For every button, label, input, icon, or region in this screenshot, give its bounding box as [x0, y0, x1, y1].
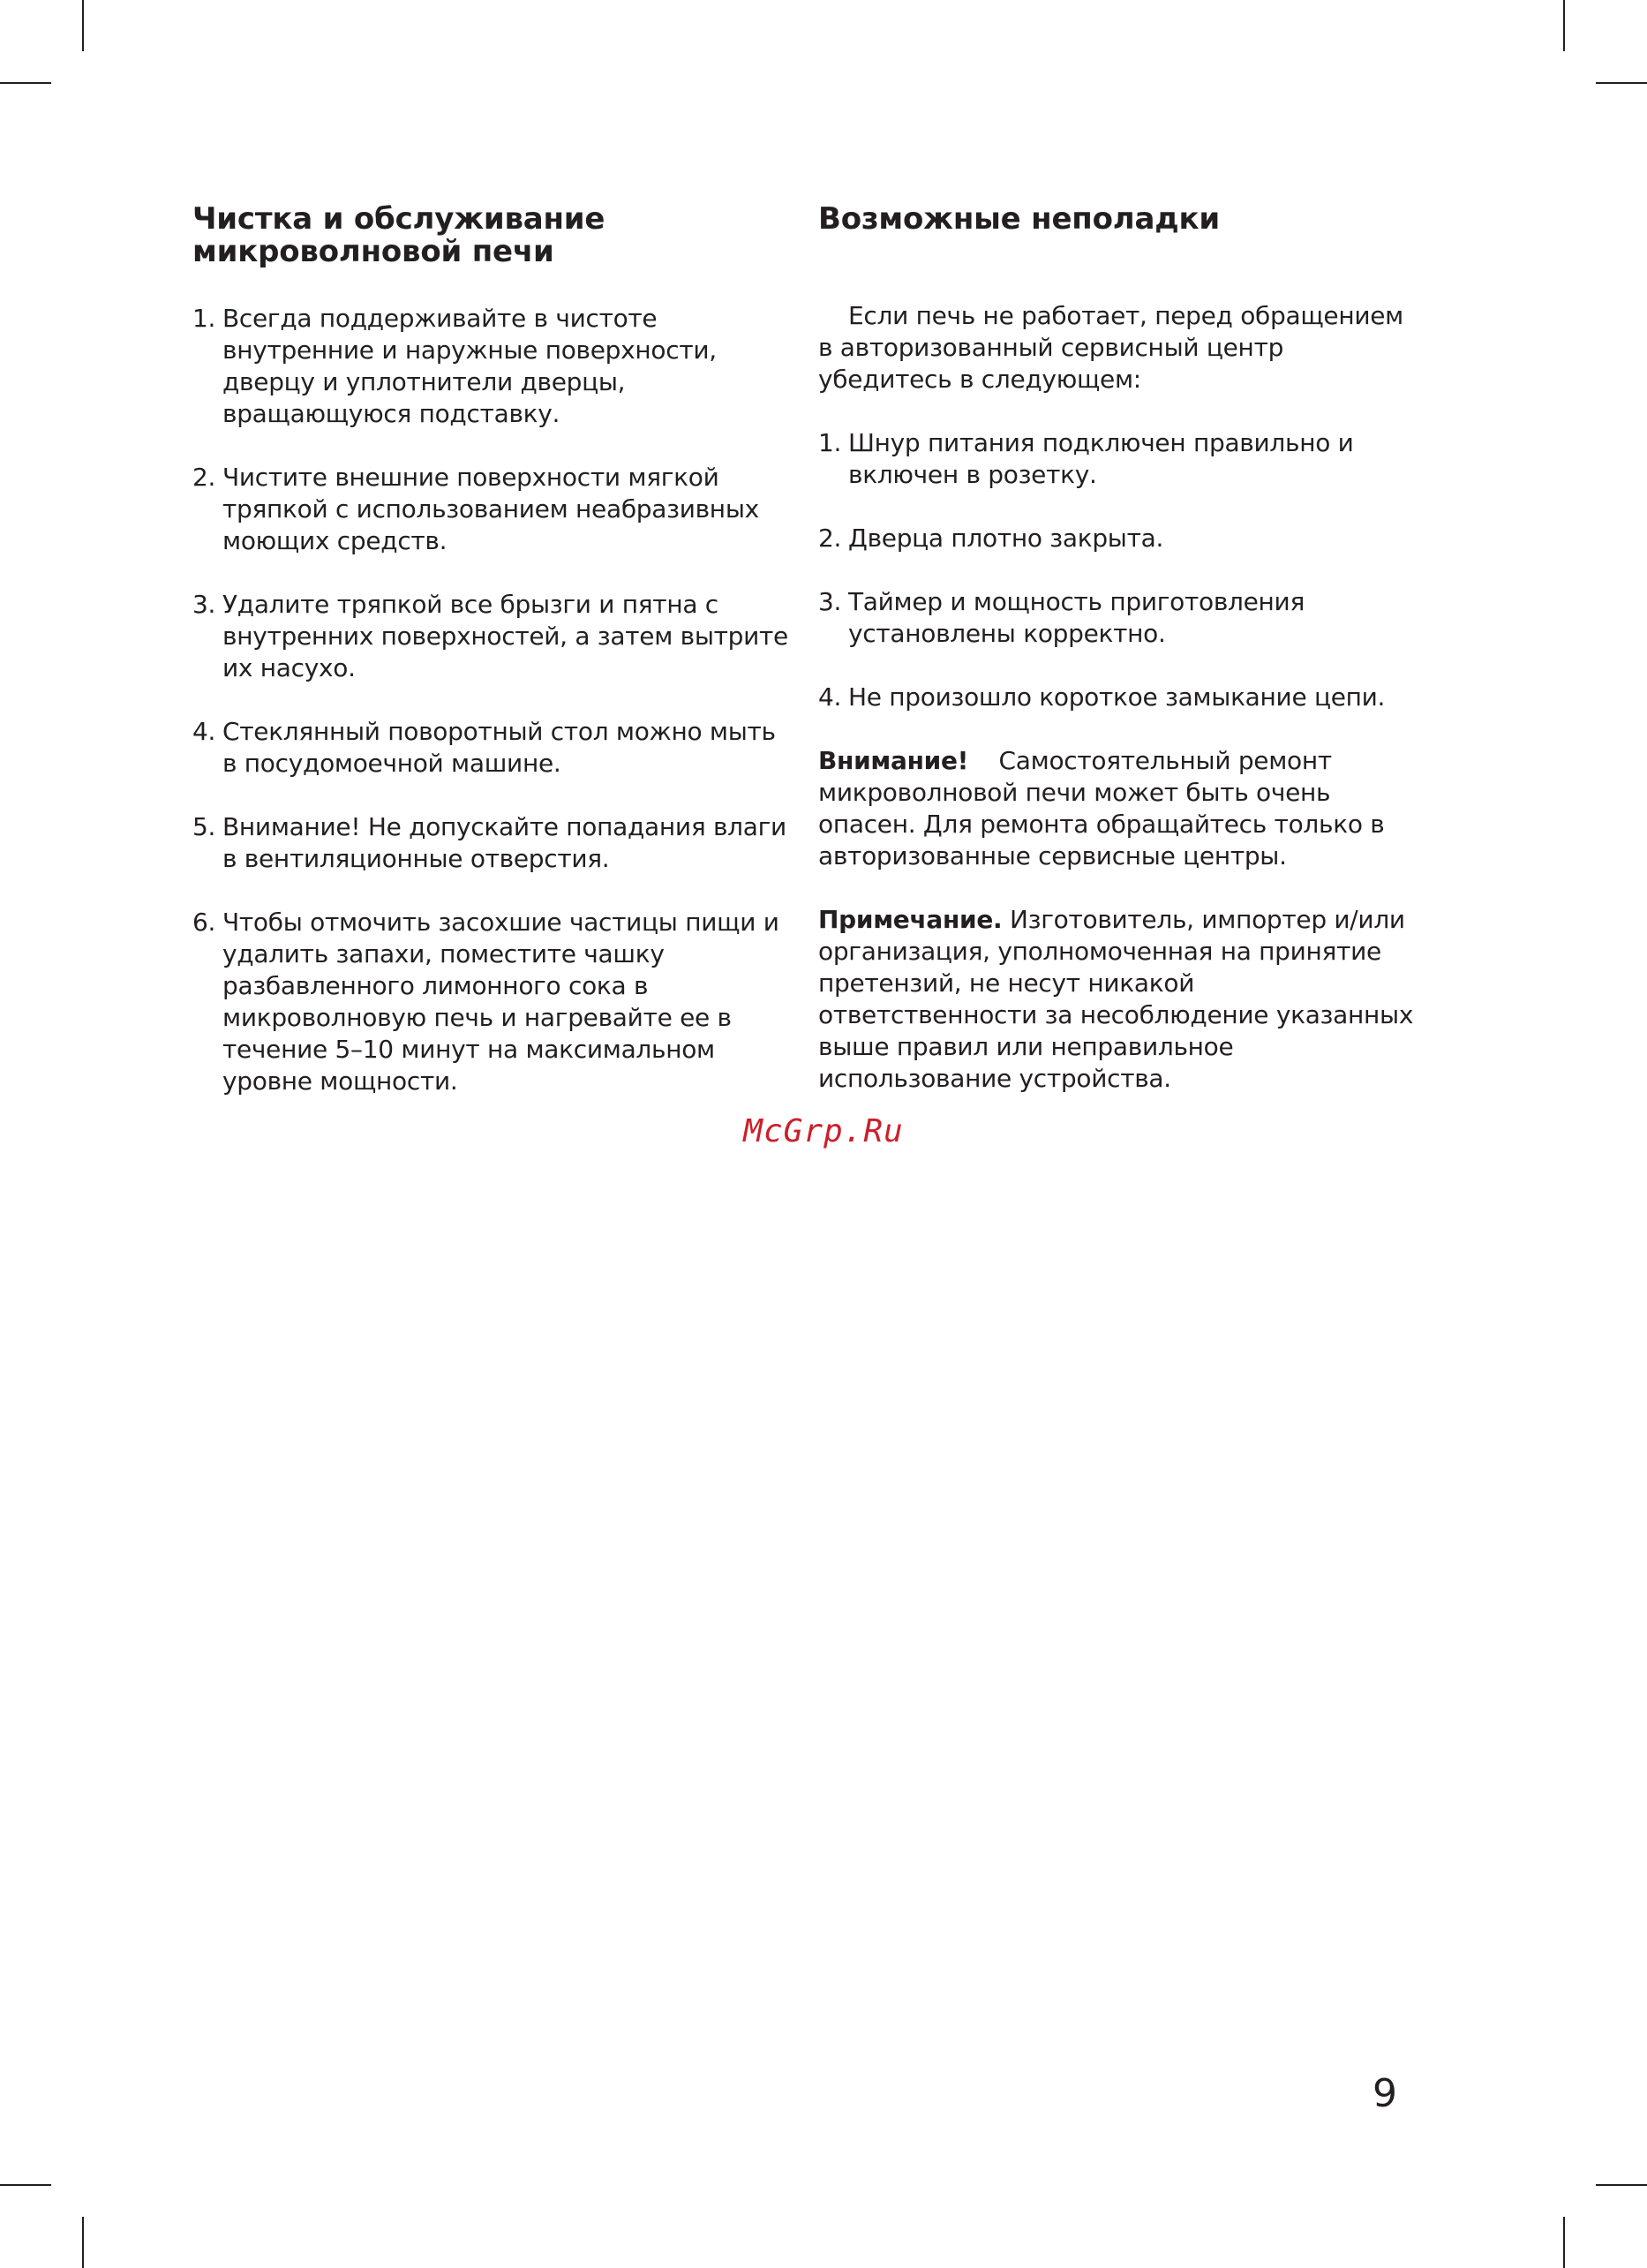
crop-mark	[82, 0, 84, 51]
step-text: Чистите внешние поверхности мягкой тряпкой с использованием неабразивных моющих средств.	[222, 463, 759, 555]
step-number: 1.	[192, 304, 216, 333]
step-text: Стеклянный поворотный стол можно мыть в посудомоечной машине.	[222, 717, 776, 778]
note-text: Изготовитель, импортер и/или организация, уполномоченная на принятие претензий, не несут никакой ответственности за несоблюдение указанных выше правил или неправильное использование устройства.	[818, 905, 1414, 1093]
list-item	[192, 811, 793, 875]
step-text: Удалите тряпкой все брызги и пятна с внутренних поверхностей, а затем вытрите их насухо.	[222, 590, 788, 682]
crop-mark	[1596, 82, 1647, 84]
cleaning-steps	[192, 303, 793, 1097]
warning-label: Внимание!	[818, 746, 969, 775]
list-item	[192, 589, 793, 684]
step-number: 6.	[192, 908, 216, 937]
step-number: 2.	[818, 524, 842, 553]
troubleshooting-section	[818, 203, 1418, 1126]
warning-text: Самостоятельный ремонт микроволновой печи может быть очень опасен. Для ремонта обращайтесь только в авторизованные сервисные центры.	[818, 746, 1385, 870]
step-number: 4.	[192, 717, 216, 746]
list-item	[818, 682, 1418, 713]
troubleshooting-steps	[818, 427, 1418, 713]
step-text: Не произошло короткое замыкание цепи.	[848, 682, 1386, 712]
list-item	[192, 907, 793, 1097]
step-number: 4.	[818, 682, 842, 712]
crop-mark	[82, 2217, 84, 2268]
list-item	[818, 523, 1418, 554]
troubleshooting-heading: Возможные неполадки	[818, 201, 1220, 237]
crop-mark	[0, 2184, 51, 2186]
step-text: Чтобы отмочить засохшие частицы пищи и удалить запахи, поместите чашку разбавленного лимонного сока в микроволновую печь и нагревайте ее в течение 5–10 минут на максимальном уровне мощности.	[222, 908, 779, 1096]
step-text: Шнур питания подключен правильно и включен в розетку.	[848, 428, 1354, 489]
step-text: Таймер и мощность приготовления установлены корректно.	[848, 587, 1305, 648]
step-text: Дверца плотно закрыта.	[848, 524, 1164, 553]
step-number: 3.	[192, 590, 216, 619]
note-label: Примечание.	[818, 905, 1003, 934]
crop-mark	[1563, 0, 1565, 51]
step-text: Всегда поддерживайте в чистоте внутренние и наружные поверхности, дверцу и уплотнители дверцы, вращающуюся подставку.	[222, 304, 717, 428]
step-text: Внимание! Не допускайте попадания влаги в вентиляционные отверстия.	[222, 812, 786, 873]
crop-mark	[1596, 2184, 1647, 2186]
note-paragraph	[818, 904, 1418, 1095]
step-number: 3.	[818, 587, 842, 616]
cleaning-heading: Чистка и обслуживание микроволновой печи	[192, 201, 605, 269]
page-number: 9	[1372, 2071, 1397, 2116]
list-item	[818, 427, 1418, 491]
warning-paragraph	[818, 745, 1418, 872]
list-item	[192, 716, 793, 780]
crop-mark	[0, 82, 51, 84]
step-number: 2.	[192, 463, 216, 492]
troubleshooting-intro: Если печь не работает, перед обращением в авторизованный сервисный центр убедитесь в следующем:	[818, 301, 1404, 394]
list-item	[192, 303, 793, 430]
cleaning-section	[192, 203, 793, 1129]
crop-mark	[1563, 2217, 1565, 2268]
step-number: 5.	[192, 812, 216, 841]
step-number: 1.	[818, 428, 842, 457]
watermark[interactable]: McGrp.Ru	[743, 1113, 904, 1149]
list-item	[818, 586, 1418, 650]
list-item	[192, 462, 793, 557]
